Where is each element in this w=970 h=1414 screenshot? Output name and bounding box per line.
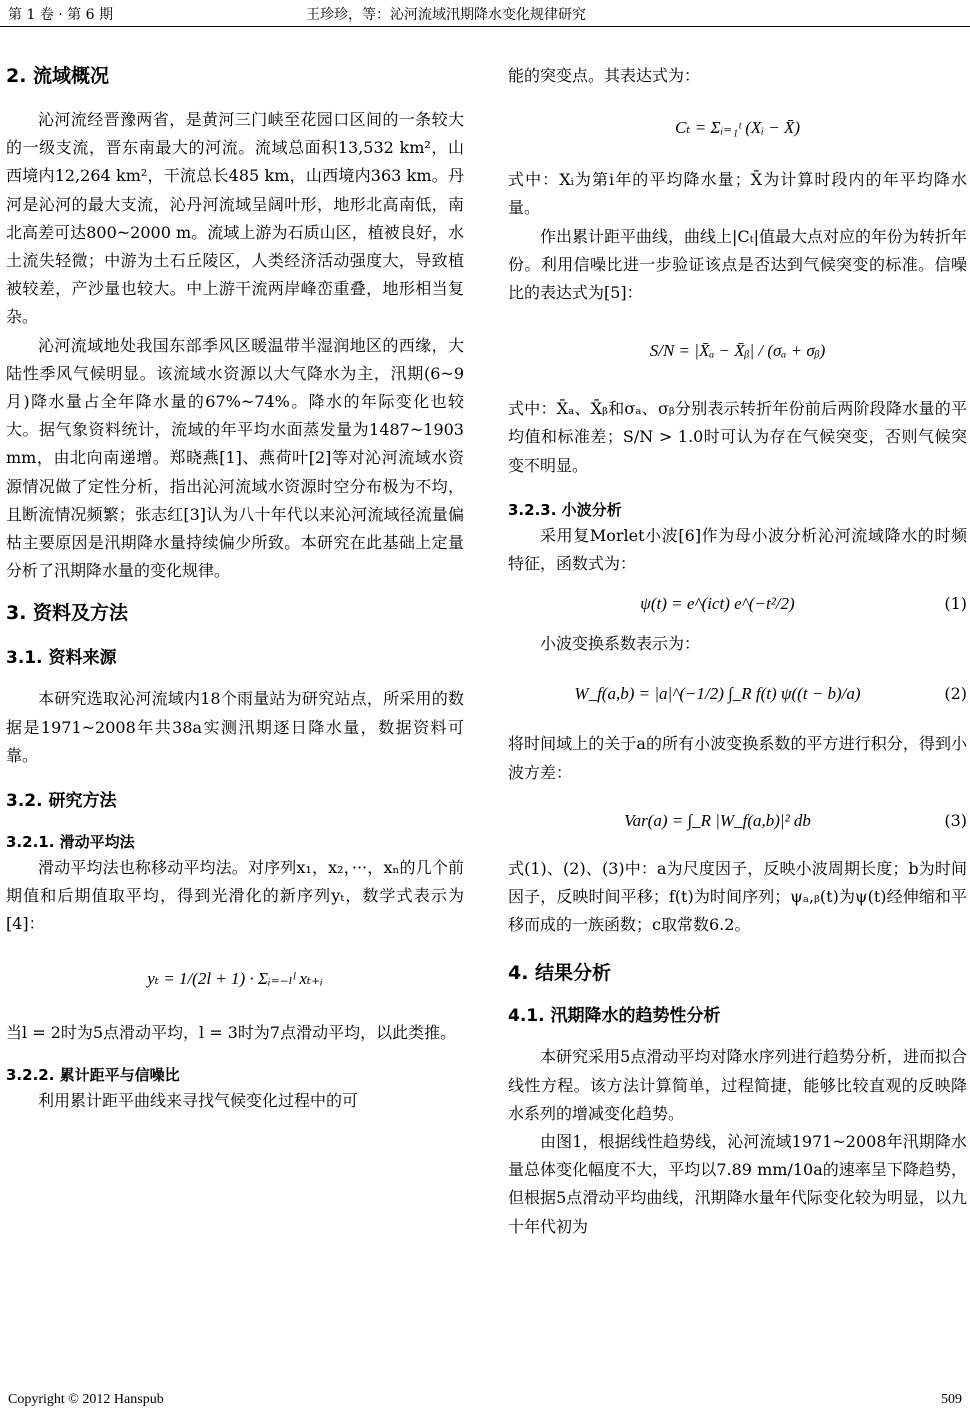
subsubsection-heading-moving-average: 3.2.1. 滑动平均法 [6,833,135,852]
paragraph: 式中：Xᵢ为第i年的平均降水量；X̄为计算时段内的年平均降水量。 [508,170,967,218]
subsubsection-heading-cumulative: 3.2.2. 累计距平与信噪比 [6,1065,180,1084]
left-column [6,44,464,1115]
subsubsection-heading-wavelet: 3.2.3. 小波分析 [508,500,622,519]
section-heading-data-methods: 3. 资料及方法 [6,602,129,625]
header-volume: 第 1 卷 · 第 6 期 [8,7,113,23]
equation-number: (3) [944,810,967,830]
paragraph: 式中：X̄ₐ、X̄ᵦ和σₐ、σᵦ分别表示转折年份前后两阶段降水量的平均值和标准差；S/N > 1.0时可认为存在气候突变，否则气候突变不明显。 [508,399,967,475]
equation-moving-average: yₜ = 1/(2l + 1) · Σᵢ₌₋ₗˡ xₜ₊ᵢ [147,968,323,988]
paragraph: 能的突变点。其表达式为： [508,66,701,85]
header-title: 王珍珍，等：沁河流域汛期降水变化规律研究 [306,7,586,23]
paragraph: 式(1)、(2)、(3)中：a为尺度因子，反映小波周期长度；b为时间因子，反映时间平移；f(t)为时间序列；ψₐ,ᵦ(t)为ψ(t)经伸缩和平移而成的一族函数；c取常数6.2。 [508,858,967,935]
equation-signal-noise: S/N = |X̄ₐ − X̄ᵦ| / (σₐ + σᵦ) [649,341,826,361]
paragraph: 利用累计距平曲线来寻找气候变化过程中的可 [38,1090,359,1110]
paragraph: 本研究采用5点滑动平均对降水序列进行趋势分析，进而拟合线性方程。该方法计算简单，过程简捷，能够比较直观的反映降水系列的增减变化趋势。 [508,1047,967,1123]
equation-3: Var(a) = ∫_R |W_f(a,b)|² db (3) [508,787,967,855]
paragraph: 沁河流经晋豫两省，是黄河三门峡至花园口区间的一条较大的一级支流，晋东南最大的河流。流域总面积13,532 km²，山西境内12,264 km²，干流总长485 km，山西境内363 km。丹河是沁河的最大支流，沁丹河流域呈阔叶形，地形北高南低，南北高差可达800~2000 m。流域上游为石质山区，植被良好，水土流失轻微；中游为土石丘陵区，人类经济活动强度大，导致植被较差，产沙量也较大。中上游干流两岸峰峦重叠，地形相当复杂。 [6,110,464,327]
subsection-heading-trend: 4.1. 汛期降水的趋势性分析 [508,1006,721,1027]
paragraph: 由图1，根据线性趋势线，沁河流域1971~2008年汛期降水量总体变化幅度不大，平均以7.89 mm/10a的速率呈下降趋势，但根据5点滑动平均曲线，汛期降水量年代际变化较为明显，以九十年代初为 [508,1132,967,1236]
copyright: Copyright © 2012 Hanspub [8,1392,164,1407]
paragraph: 当l = 2时为5点滑动平均，l = 3时为7点滑动平均，以此类推。 [6,1022,457,1042]
paragraph: 滑动平均法也称移动平均法。对序列x₁，x₂，···，xₙ的几个前期值和后期值取平均，得到光滑化的新序列yₜ，数学式表示为[4]： [6,858,464,934]
equation-cumulative-anomaly: Cₜ = Σᵢ₌₁ᵗ (Xᵢ − X̄) [674,118,801,138]
paragraph: 小波变换系数表示为： [540,634,701,654]
paragraph: 采用复Morlet小波[6]作为母小波分析沁河流域降水的时频特征，函数式为： [508,525,967,574]
section-heading-results: 4. 结果分析 [508,962,612,985]
paragraph: 作出累计距平曲线，曲线上|Cₜ|值最大点对应的年份为转折年份。利用信噪比进一步验证该点是否达到气候突变的标准。信噪比的表达式为[5]： [508,226,967,303]
equation-number: (2) [944,684,967,704]
paragraph: 沁河流域地处我国东部季风区暖温带半湿润地区的西缘，大陆性季风气候明显。该流域水资源以大气降水为主，汛期(6~9月)降水量占全年降水量的67%~74%。降水的年际变化也较大。据气象资料统计，流域的年平均水面蒸发量为1487~1903 mm，由北向南递增。郑晓燕[1]、燕荷叶[2]等对沁河流域水资源情况做了定性分析，指出沁河流域水资源时空分布极为不均，且断流情况频繁；张志红[3]认为八十年代以来沁河流域径流量偏枯主要原因是汛期降水量持续偏少所致。本研究在此基础上定量分析了汛期降水量的变化规律。 [6,335,464,581]
equation-1: ψ(t) = e^(ict) e^(−t²/2) (1) [508,578,967,630]
equation-2: W_f(a,b) = |a|^(−1/2) ∫_R f(t) ψ((t − b)/a) (2) [508,658,967,730]
header-rule [0,26,970,27]
subsection-heading-method: 3.2. 研究方法 [6,791,117,812]
subsection-heading-source: 3.1. 资料来源 [6,648,117,669]
page-number: 509 [941,1392,962,1407]
equation-number: (1) [944,594,967,614]
right-column [508,44,967,1241]
section-heading-overview: 2. 流域概况 [6,65,110,87]
paragraph: 本研究选取沁河流域内18个雨量站为研究站点，所采用的数据是1971~2008年共38a实测汛期逐日降水量，数据资料可靠。 [6,689,464,765]
running-header [0,0,970,28]
paragraph: 将时间域上的关于a的所有小波变换系数的平方进行积分，得到小波方差： [508,734,967,782]
